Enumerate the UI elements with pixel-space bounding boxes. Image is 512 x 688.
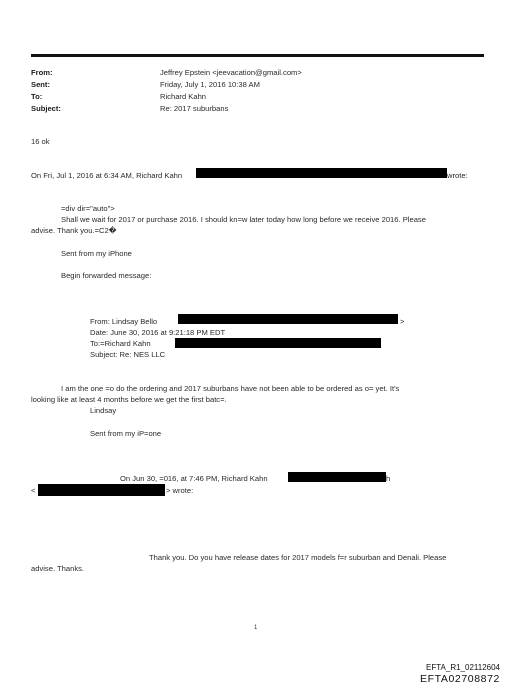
- lindsay-line-1: I am the one =o do the ordering and 2017 suburbans have not been able to be ordered as o= yet. It's: [61, 384, 400, 393]
- lindsay-signature: Lindsay: [90, 406, 117, 415]
- sent-from-iphone-2: Sent from my iP=one: [90, 429, 162, 438]
- from-value: Jeffrey Epstein <jeevacation@gmail.com>: [160, 68, 302, 77]
- sent-from-iphone: Sent from my iPhone: [61, 249, 132, 258]
- efta-id-1: EFTA_R1_02112604: [426, 663, 500, 672]
- fwd-date: Date: June 30, 2016 at 9:21:18 PM EDT: [90, 328, 226, 337]
- quote2-wrote: > wrote:: [166, 486, 194, 495]
- fwd-from: From: Lindsay Bello: [90, 317, 158, 326]
- redaction-bar: [178, 314, 398, 324]
- fwd-to: To:=Richard Kahn: [90, 339, 151, 348]
- question-line-1: Shall we wait for 2017 or purchase 2016. I should kn=w later today how long before we receive 2016. Please: [61, 215, 426, 224]
- thanks-line-2: advise. Thanks.: [31, 564, 85, 573]
- reply-text: 16 ok: [31, 137, 50, 146]
- quote1-wrote: wrote:: [447, 171, 468, 180]
- sent-value: Friday, July 1, 2016 10:38 AM: [160, 80, 260, 89]
- div-line: =div dir="auto">: [61, 204, 115, 213]
- header-divider: [31, 54, 484, 57]
- to-value: Richard Kahn: [160, 92, 207, 101]
- redaction-bar: [288, 472, 386, 482]
- page-number: 1: [254, 625, 258, 631]
- quote2-open: <: [31, 486, 36, 495]
- redaction-bar: [175, 338, 381, 348]
- sent-label: Sent:: [31, 80, 50, 89]
- fwd-from-end: >: [400, 317, 405, 326]
- redaction-bar: [38, 484, 165, 496]
- efta-id-2: EFTA02708872: [420, 673, 500, 685]
- subject-label: Subject:: [31, 104, 61, 113]
- fwd-subject: Subject: Re: NES LLC: [90, 350, 166, 359]
- quote2-intro: On Jun 30, =016, at 7:46 PM, Richard Kahn: [120, 474, 268, 483]
- subject-value: Re: 2017 suburbans: [160, 104, 229, 113]
- question-line-2: advise. Thank you.=C2�: [31, 226, 117, 235]
- begin-forwarded: Begin forwarded message:: [61, 271, 152, 280]
- redaction-bar: [196, 168, 447, 178]
- thanks-line-1: Thank you. Do you have release dates for 2017 models f=r suburban and Denali. Please: [149, 553, 447, 562]
- from-label: From:: [31, 68, 53, 77]
- quote2-tail: h: [386, 474, 391, 483]
- lindsay-line-2: looking like at least 4 months before we get the first batc=.: [31, 395, 227, 404]
- to-label: To:: [31, 92, 43, 101]
- quote1-intro: On Fri, Jul 1, 2016 at 6:34 AM, Richard Kahn: [31, 171, 183, 180]
